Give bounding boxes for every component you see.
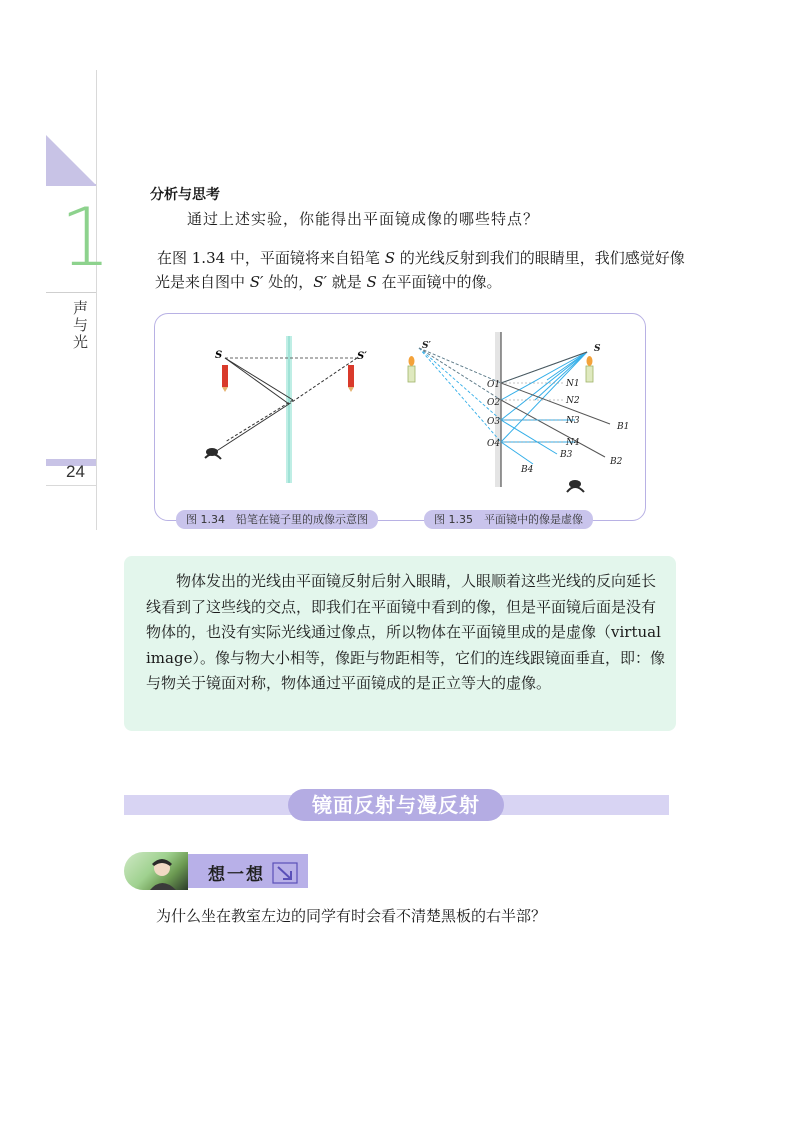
label-b3: B3	[560, 450, 573, 460]
ray-virtual	[289, 358, 357, 404]
label-n2: N2	[566, 396, 580, 406]
page-number: 24	[66, 462, 85, 481]
ray-reflected	[215, 404, 289, 452]
ray-incident-2	[225, 358, 293, 400]
virtual-rays-grey	[419, 348, 501, 400]
para-symbol: S	[384, 249, 395, 267]
figure-1-35-caption: 图 1.35 平面镜中的像是虚像	[424, 510, 593, 529]
label-b4: B4	[521, 465, 534, 475]
student-avatar-icon	[124, 852, 188, 890]
think-label-bg	[188, 854, 308, 888]
virtual-rays-135	[419, 348, 501, 442]
label-b2: B2	[610, 457, 623, 467]
analysis-question: 通过上述实验，你能得出平面镜成像的哪些特点？	[187, 210, 540, 228]
pencil-s	[222, 365, 228, 387]
label-o1: O1	[487, 380, 501, 390]
para-text: 在图 1.34 中，平面镜将来自铅笔	[157, 249, 385, 267]
page-divider	[46, 485, 96, 486]
pencil-s-tip	[222, 387, 228, 392]
label-s-prime: S′	[357, 351, 367, 362]
label-o3: O3	[487, 417, 501, 427]
chapter-number: 1	[60, 191, 111, 284]
para-text: 的光线反射到我们的眼睛里，我们感觉好像光是来自图中	[155, 249, 685, 291]
candle-s-prime	[408, 356, 415, 382]
reflected-rays-135	[501, 352, 610, 457]
figure-1-35	[408, 332, 629, 492]
arrow-down-right-icon	[272, 862, 298, 884]
label-n1: N1	[566, 379, 580, 389]
summary-text: 物体发出的光线由平面镜反射后射入眼睛，人眼顺着这些光线的反向延长线看到了这些线的交点，即我们在平面镜中看到的像，但是平面镜后面是没有物体的，也没有实际光线通过像点，所以物体在平面镜里成的是虚像（virtual image）。像与物大小相等，像距与物距相等，它们的连线跟镜面垂直，即：像与物关于镜面对称，物体通过平面镜成的是正立等大的虚像。	[146, 572, 665, 692]
label-b1: B1	[617, 422, 630, 432]
ray-incident	[225, 358, 289, 404]
chapter-divider	[46, 292, 96, 293]
para-text: 处的，	[263, 273, 314, 291]
section-heading: 分析与思考	[150, 187, 220, 203]
student-photo	[124, 852, 188, 890]
para-symbol: S′	[249, 273, 264, 291]
label-s-135: S	[594, 344, 601, 354]
para-text: 在平面镜中的像。	[376, 273, 502, 291]
chapter-title: 声与光	[73, 299, 89, 351]
label-o4: O4	[487, 439, 501, 449]
figure-1-34-caption: 图 1.34 铅笔在镜子里的成像示意图	[176, 510, 378, 529]
label-n4: N4	[566, 438, 580, 448]
think-question: 为什么坐在教室左边的同学有时会看不清楚黑板的右半部？	[156, 907, 547, 925]
ray-reflected-2	[225, 400, 293, 442]
think-banner	[124, 852, 310, 890]
candle-s	[586, 356, 593, 382]
mirror-135	[495, 332, 501, 487]
figure-box	[154, 313, 646, 521]
label-s: S	[215, 350, 223, 361]
pencil-s-prime	[348, 365, 354, 387]
label-n3: N3	[566, 416, 580, 426]
section-title: 镜面反射与漫反射	[288, 789, 504, 821]
label-o2: O2	[487, 398, 501, 408]
eye-135	[567, 480, 584, 492]
para-text: 就是	[326, 273, 367, 291]
body-paragraph	[155, 246, 695, 294]
pencil-s-prime-tip	[348, 387, 354, 392]
label-s-prime-135: S′	[422, 341, 431, 351]
think-label: 想一想	[208, 865, 265, 885]
margin-triangle-base	[46, 184, 96, 186]
figure-1-34	[205, 336, 367, 483]
figures-svg	[155, 314, 645, 520]
margin-rule	[96, 70, 97, 530]
para-symbol: S	[366, 273, 377, 291]
para-symbol: S′	[313, 273, 327, 291]
margin-triangle-decoration	[46, 135, 96, 185]
